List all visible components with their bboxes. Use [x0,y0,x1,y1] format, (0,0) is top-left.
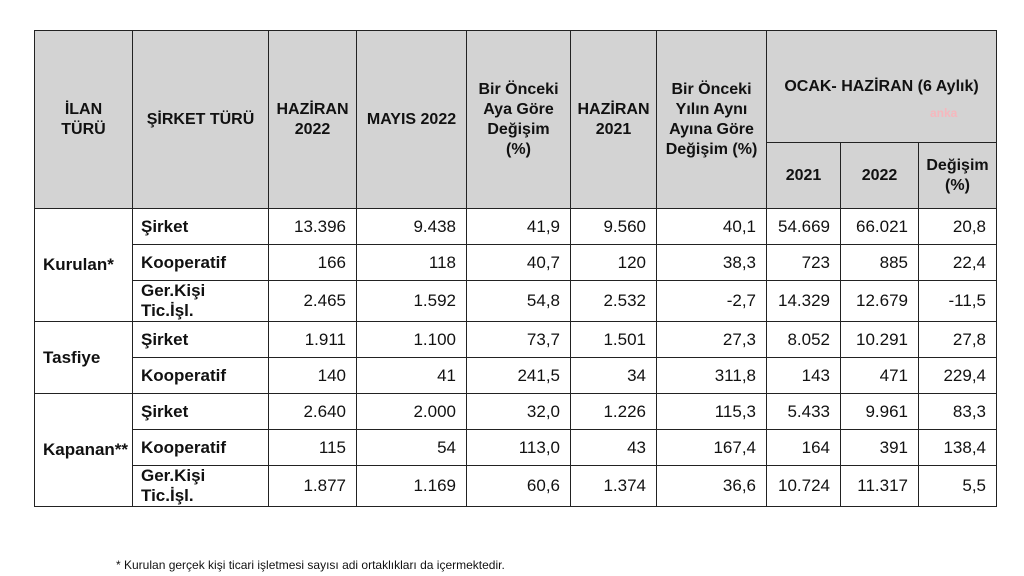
type-cell: Ger.Kişi Tic.İşl. [133,281,269,322]
cell-monthly-change: 60,6 [467,466,571,507]
cell-yearly-change: 167,4 [657,430,767,466]
cell-haziran-2022: 140 [269,358,357,394]
cell-six-month-2022: 12.679 [841,281,919,322]
cell-six-month-2022: 10.291 [841,322,919,358]
type-cell: Kooperatif [133,245,269,281]
company-statistics-table [34,30,997,507]
cell-six-month-2021: 54.669 [767,209,841,245]
cell-six-month-2021: 723 [767,245,841,281]
cell-six-month-2021: 5.433 [767,394,841,430]
table-row [35,245,997,281]
cell-haziran-2022: 1.877 [269,466,357,507]
watermark-logo: anka [930,106,958,120]
table-row [35,209,997,245]
header-mayis-2022: MAYIS 2022 [357,31,467,209]
cell-haziran-2022: 166 [269,245,357,281]
header-2021: 2021 [767,143,841,209]
cell-six-month-change: 27,8 [919,322,997,358]
header-yearly-change: Bir Önceki Yılın Aynı Ayına Göre Değişim (%) [657,31,767,209]
cell-haziran-2022: 2.640 [269,394,357,430]
statistics-table-container [34,30,997,507]
table-row [35,322,997,358]
cell-haziran-2022: 2.465 [269,281,357,322]
cell-mayis-2022: 1.100 [357,322,467,358]
type-cell: Şirket [133,322,269,358]
cell-mayis-2022: 9.438 [357,209,467,245]
cell-mayis-2022: 2.000 [357,394,467,430]
cell-six-month-2021: 164 [767,430,841,466]
cell-six-month-change: 22,4 [919,245,997,281]
cell-haziran-2021: 1.226 [571,394,657,430]
cell-monthly-change: 54,8 [467,281,571,322]
cell-haziran-2022: 13.396 [269,209,357,245]
cell-six-month-2022: 391 [841,430,919,466]
header-haziran-2022: HAZİRAN 2022 [269,31,357,209]
header-six-month-change: Değişim (%) [919,143,997,209]
cell-haziran-2021: 2.532 [571,281,657,322]
table-row [35,466,997,507]
header-ilan-turu: İLAN TÜRÜ [35,31,133,209]
cell-mayis-2022: 54 [357,430,467,466]
footnote: * Kurulan gerçek kişi ticari işletmesi sayısı adi ortaklıkları da içermektedir. [116,558,505,572]
cell-monthly-change: 41,9 [467,209,571,245]
cell-haziran-2021: 43 [571,430,657,466]
type-cell: Kooperatif [133,358,269,394]
cell-six-month-2021: 8.052 [767,322,841,358]
cell-haziran-2021: 1.501 [571,322,657,358]
cell-six-month-2022: 885 [841,245,919,281]
cell-monthly-change: 40,7 [467,245,571,281]
cell-six-month-change: 229,4 [919,358,997,394]
header-2022: 2022 [841,143,919,209]
cell-haziran-2021: 34 [571,358,657,394]
cell-six-month-2021: 14.329 [767,281,841,322]
cell-six-month-change: 5,5 [919,466,997,507]
cell-yearly-change: 115,3 [657,394,767,430]
type-cell: Şirket [133,209,269,245]
cell-mayis-2022: 41 [357,358,467,394]
cell-mayis-2022: 1.169 [357,466,467,507]
cell-six-month-2022: 9.961 [841,394,919,430]
cell-haziran-2021: 120 [571,245,657,281]
cell-yearly-change: 38,3 [657,245,767,281]
cell-six-month-2021: 10.724 [767,466,841,507]
table-row [35,394,997,430]
cell-haziran-2022: 115 [269,430,357,466]
cell-mayis-2022: 118 [357,245,467,281]
cell-yearly-change: 311,8 [657,358,767,394]
cell-yearly-change: 40,1 [657,209,767,245]
cell-haziran-2022: 1.911 [269,322,357,358]
header-six-month: OCAK- HAZİRAN (6 Aylık) [767,31,997,143]
cell-monthly-change: 113,0 [467,430,571,466]
category-cell: Kurulan* [35,209,133,322]
header-sirket-turu: ŞİRKET TÜRÜ [133,31,269,209]
cell-six-month-change: 20,8 [919,209,997,245]
cell-haziran-2021: 1.374 [571,466,657,507]
type-cell: Ger.Kişi Tic.İşl. [133,466,269,507]
cell-six-month-2022: 471 [841,358,919,394]
cell-haziran-2021: 9.560 [571,209,657,245]
cell-yearly-change: 27,3 [657,322,767,358]
cell-six-month-change: 83,3 [919,394,997,430]
cell-monthly-change: 73,7 [467,322,571,358]
cell-yearly-change: -2,7 [657,281,767,322]
cell-six-month-2022: 66.021 [841,209,919,245]
cell-six-month-change: 138,4 [919,430,997,466]
type-cell: Kooperatif [133,430,269,466]
cell-monthly-change: 241,5 [467,358,571,394]
table-row [35,358,997,394]
category-cell: Tasfiye [35,322,133,394]
table-body [35,209,997,507]
header-monthly-change: Bir Önceki Aya Göre Değişim (%) [467,31,571,209]
type-cell: Şirket [133,394,269,430]
table-row [35,281,997,322]
cell-six-month-2021: 143 [767,358,841,394]
cell-monthly-change: 32,0 [467,394,571,430]
cell-six-month-change: -11,5 [919,281,997,322]
cell-mayis-2022: 1.592 [357,281,467,322]
table-row [35,430,997,466]
cell-six-month-2022: 11.317 [841,466,919,507]
header-haziran-2021: HAZİRAN 2021 [571,31,657,209]
cell-yearly-change: 36,6 [657,466,767,507]
category-cell: Kapanan** [35,394,133,507]
